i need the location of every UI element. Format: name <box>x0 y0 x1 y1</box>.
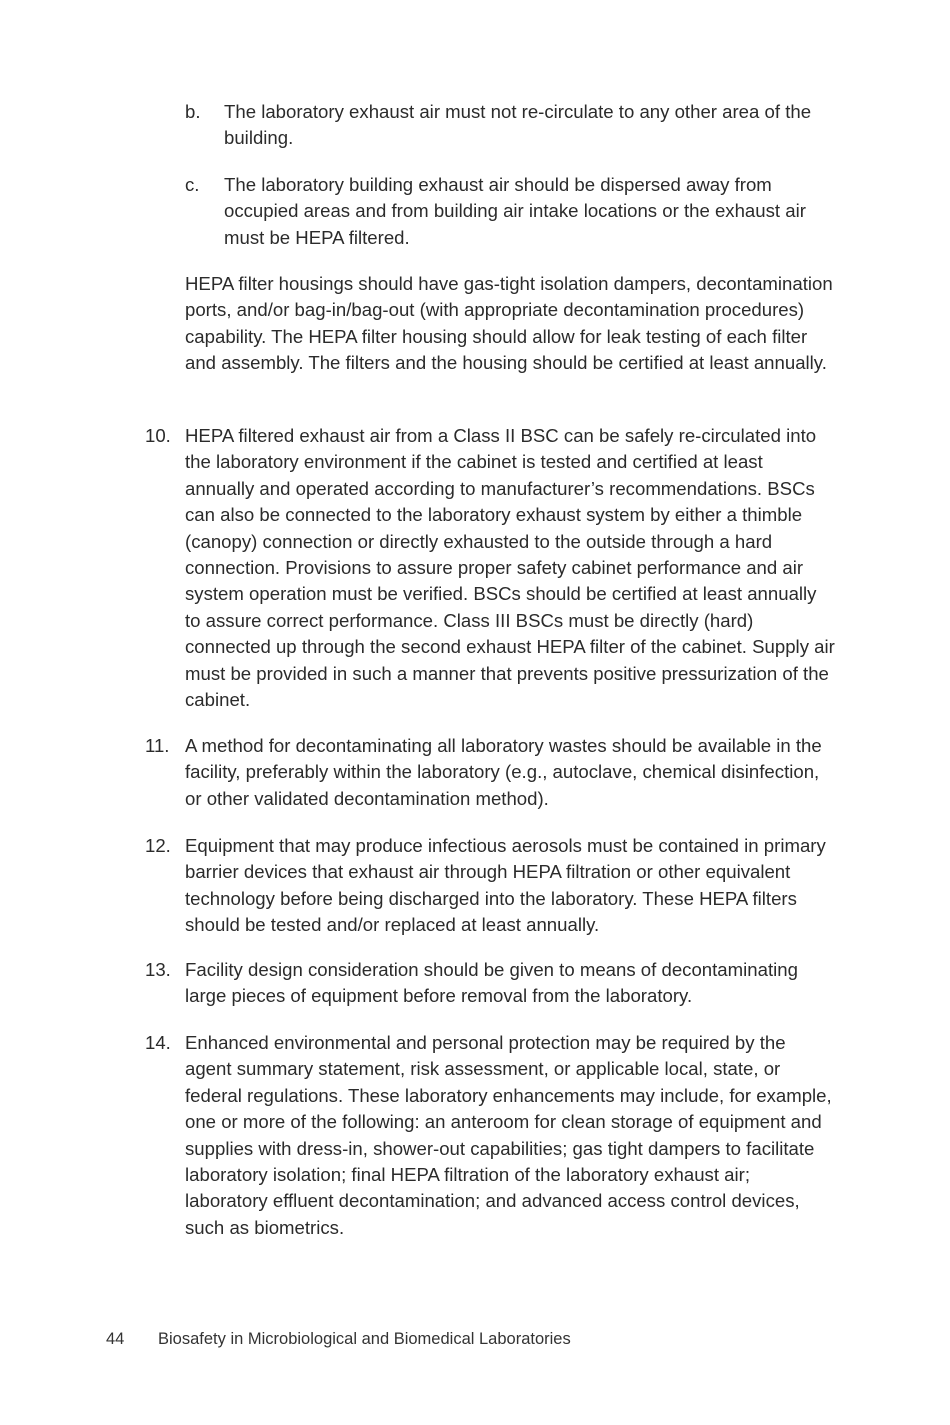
list-item-number: 11. <box>145 735 170 756</box>
list-item-number: 13. <box>145 959 171 980</box>
list-item-number: 12. <box>145 835 171 856</box>
list-item-text: Enhanced environmental and personal protection may be required by the agent summary statement, risk assessment, or applicable local, state, or federal regulations. These laboratory enhancements may include, for example, one or more of the following: an anteroom for clean storage of equipment and supplies with dress-in, shower-out capabilities; gas tight dampers to facilitate laboratory isolation; final HEPA filtration of the laboratory exhaust air; laboratory effluent decontamination; and advanced access control devices, such as biometrics. <box>185 1032 832 1238</box>
list-item-text: Equipment that may produce infectious aerosols must be contained in primary barrier devices that exhaust air through HEPA filtration or other equivalent technology before being discharged into the laboratory. These HEPA filters should be tested and/or replaced at least annually. <box>185 835 826 936</box>
page-number: 44 <box>106 1330 125 1348</box>
sub-item-label: b. <box>185 101 201 122</box>
list-item-number: 10. <box>145 425 171 446</box>
list-item-text: HEPA filtered exhaust air from a Class II BSC can be safely re-circulated into the laboratory environment if the cabinet is tested and certified at least annually and operated according to manufacturer’s recommendations. BSCs can also be connected to the laboratory exhaust system by either a thimble (canopy) connection or directly exhausted to the outside through a hard connection. Provisions to assure proper safety cabinet performance and air system operation must be verified. BSCs should be certified at least annually to assure correct performance. Class III BSCs must be directly (hard) connected up through the second exhaust HEPA filter of the cabinet. Supply air must be provided in such a manner that prevents positive pressurization of the cabinet. <box>185 425 835 711</box>
list-item-number: 14. <box>145 1032 171 1053</box>
sub-item-text: The laboratory building exhaust air should be dispersed away from occupied areas and from building air intake locations or the exhaust air must be HEPA filtered. <box>224 174 806 248</box>
list-item-text: Facility design consideration should be given to means of decontaminating large pieces of equipment before removal from the laboratory. <box>185 959 798 1007</box>
hepa-housing-paragraph: HEPA filter housings should have gas-tight isolation dampers, decontamination ports, and/or bag-in/bag-out (with appropriate decontamination procedures) capability. The HEPA filter housing should allow for leak testing of each filter and assembly. The filters and the housing should be certified at least annually. <box>185 273 833 374</box>
sub-item-label: c. <box>185 174 200 195</box>
list-item-text: A method for decontaminating all laboratory wastes should be available in the facility, preferably within the laboratory (e.g., autoclave, chemical disinfection, or other validated decontamination method). <box>185 735 822 809</box>
running-title: Biosafety in Microbiological and Biomedical Laboratories <box>158 1330 571 1348</box>
sub-item-text: The laboratory exhaust air must not re-circulate to any other area of the building. <box>224 101 812 149</box>
